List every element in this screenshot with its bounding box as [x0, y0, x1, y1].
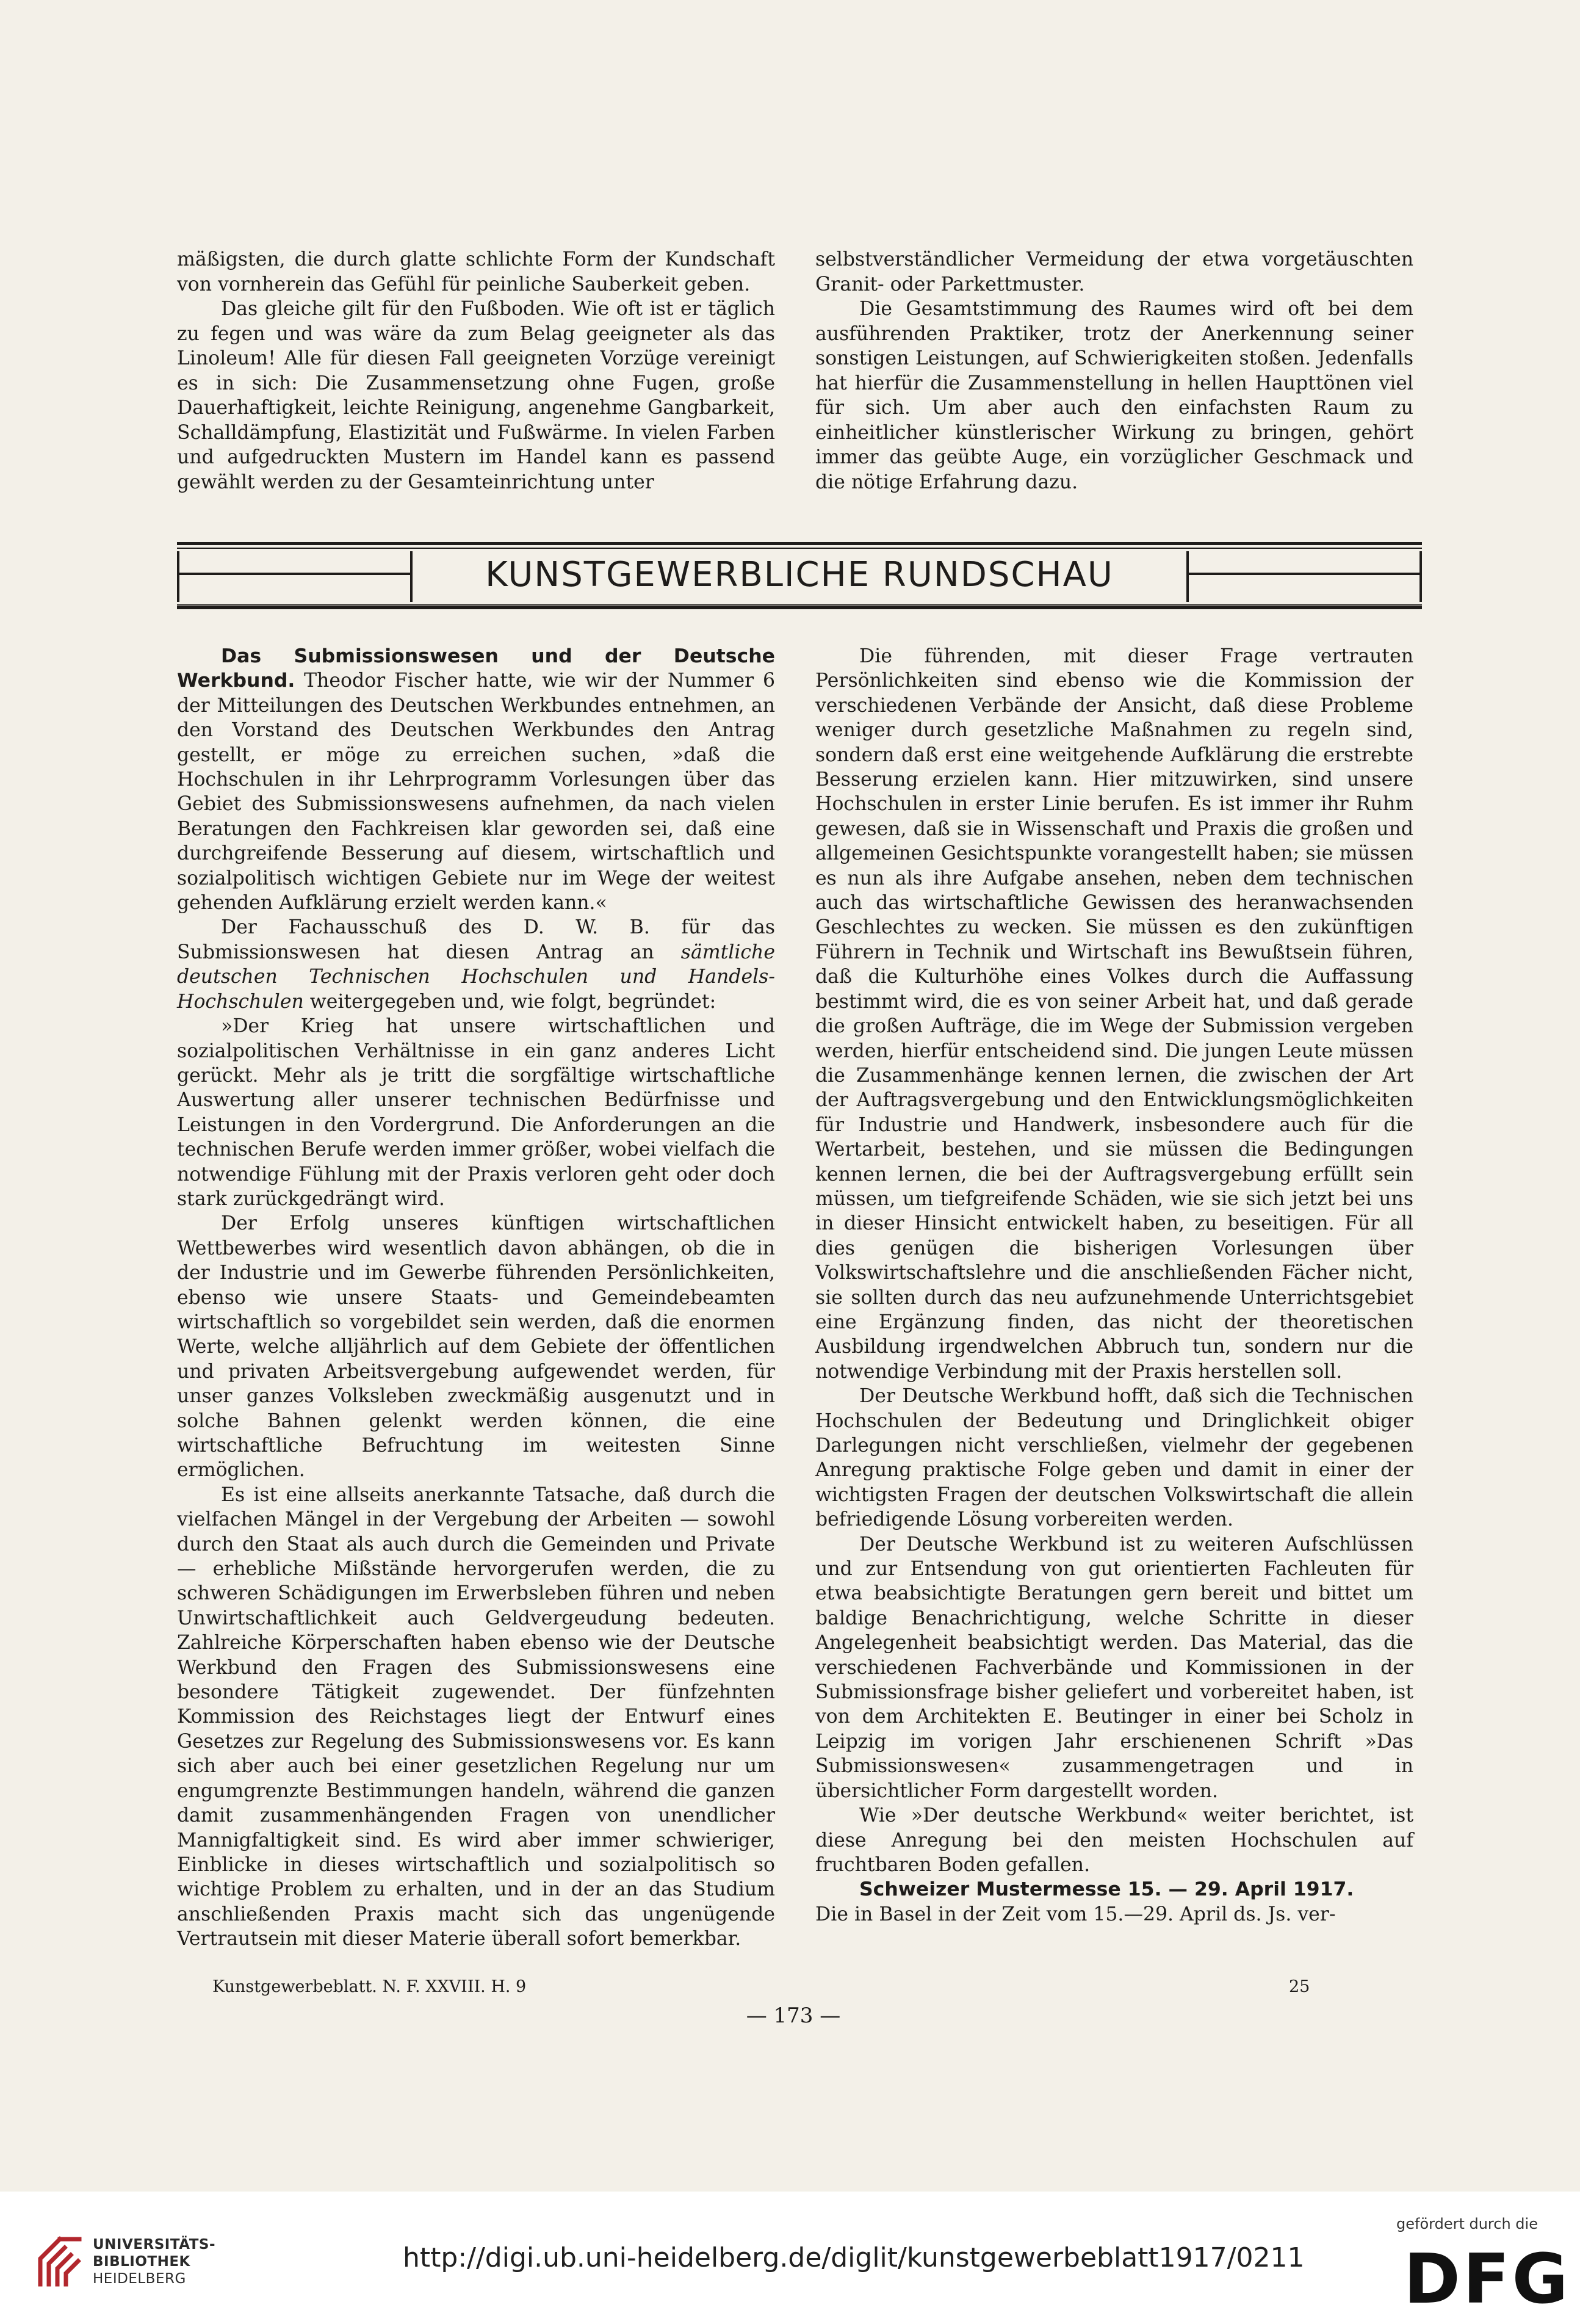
divider — [177, 548, 1422, 549]
paragraph: Es ist eine allseits anerkannte Tatsache, daß durch die vielfachen Mängel in der Vergebung der Arbeiten — sowohl durch den Staat als auch durch die Gemeinden und Private — erhebliche Mißstände hervorgerufen werden, die zu schweren Schädigungen im Erwerbsleben führen und neben Unwirtschaftlichkeit auch Geldvergeudung bedeuten. Zahlreiche Körperschaften haben ebenso wie der Deutsche Werkbund den Fragen des Submissionswesens eine besondere Tätigkeit zugewendet. Der fünfzehnten Kommission des Reichstages liegt der Entwurf eines Gesetzes zur Regelung des Submissionswesens vor. Es kann sich aber auch bei einer gesetzlichen Regelung nur um engumgrenzte Bestimmungen handeln, während die ganzen damit zusammenhängenden Fragen von unendlicher Mannigfaltigkeit sind. Es wird aber immer schwieriger, Einblicke in dieses wirtschaftlich und sozialpolitisch so wichtige Problem zu erhalten, und in der an das Studium anschließenden Praxis macht sich das ungenügende Vertrautsein mit dieser Materie überall sofort bemerkbar. — [177, 1483, 775, 1950]
sheet-number: 25 — [1289, 1977, 1310, 1996]
paragraph: Das Submissionswesen und der Deutsche Werkbund. Theodor Fischer hatte, wie wir der Nummer 6 der Mitteilungen des Deutschen Werkbundes entnehmen, an den Vorstand des Deutschen Werkbundes den Antrag gestellt, er möge zu erreichen suchen, »daß die Hochschulen in ihr Lehrprogramm Vorlesungen über das Gebiet des Submissionswesens aufnehmen, da nach vielen Beratungen den Fachkreisen klar geworden sei, daß eine durchgreifende Besserung auf diesem, wirtschaftlich und sozialpolitisch wichtigen Gebiete nur im Wege der weitest gehenden Aufklärung erzielt werden kann.« — [177, 645, 775, 914]
divider — [410, 551, 413, 602]
divider — [177, 606, 1422, 609]
permalink-url[interactable]: http://digi.ub.uni-heidelberg.de/diglit/kunstgewerbeblatt1917/0211 — [403, 2242, 1305, 2273]
paragraph: mäßigsten, die durch glatte schlichte Form der Kundschaft von vornherein das Gefühl für peinliche Sauberkeit geben. — [177, 248, 775, 295]
journal-reference: Kunstgewerbeblatt. N. F. XXVIII. H. 9 — [212, 1977, 527, 1996]
paragraph: Wie »Der deutsche Werkbund« weiter berichtet, ist diese Anregung bei den meisten Hochschulen auf fruchtbaren Boden gefallen. — [815, 1805, 1413, 1876]
divider — [1186, 551, 1189, 602]
page-number: — 173 — — [746, 2004, 841, 2028]
funding-note: gefördert durch die — [1396, 2215, 1538, 2232]
paragraph: »Der Krieg hat unsere wirtschaftlichen und sozialpolitischen Verhältnisse in ein ganz anderes Licht gerückt. Mehr als je tritt die sorgfältige wirtschaftliche Auswertung aller unserer technischen Bedürfnisse und Leistungen in den Vordergrund. Die Anforderungen an die technischen Berufe werden immer größer, wobei vielfach die notwendige Fühlung mit der Praxis verloren geht oder doch stark zurückgedrängt wird. — [177, 1015, 775, 1210]
divider — [179, 573, 410, 575]
paragraph: Die führenden, mit dieser Frage vertrauten Persönlichkeiten sind ebenso wie die Kommission der verschiedenen Verbände der Ansicht, daß diese Probleme weniger durch gesetzliche Maßnahmen zu regeln sind, sondern daß erst eine weitgehende Aufklärung die erstrebte Besserung erzielen kann. Hier mitzuwirken, sind unsere Hochschulen in erster Linie berufen. Es ist immer ihr Ruhm gewesen, daß sie in Wissenschaft und Praxis die großen und allgemeinen Gesichtspunkte vorangestellt haben; sie müssen es nun als ihre Aufgabe ansehen, neben dem technischen auch das wirtschaftliche Gewissen des heranwachsenden Geschlechtes zu wecken. Sie müssen es den zukünftigen Führern in Technik und Wirtschaft ins Bewußtsein führen, daß die Kulturhöhe eines Volkes durch die Auffassung bestimmt wird, die es von seiner Arbeit hat, und daß gerade die großen Aufträge, die im Wege der Submission vergeben werden, hierfür entscheidend sind. Die jungen Leute müssen die Zusammenhänge kennen lernen, die zwischen der Art der Auftragsvergebung und den Entwicklungsmöglichkeiten für Industrie und Handwerk, insbesondere auch für die Wertarbeit, bestehen, und sie müssen die Bedingungen kennen lernen, die bei der Auftragsvergebung erfüllt sein müssen, um tiefgreifende Schäden, wie sie sich jetzt bei uns in dieser Hinsicht entwickelt haben, zu beseitigen. Für all dies genügen die bisherigen Vorlesungen über Volkswirtschaftslehre und die anschließenden Fächer nicht, sie sollten durch das neu aufzunehmende Unterrichtsgebiet eine Ergänzung finden, das nicht der theoretischen Ausbildung irgendwelchen Abbruch tun, sondern nur die notwendige Verbindung mit der Praxis herstellen soll. — [815, 645, 1413, 1383]
article-right-column — [815, 644, 1413, 1927]
paragraph: Das gleiche gilt für den Fußboden. Wie oft ist er täglich zu fegen und was wäre da zum Belag geeigneter als das Linoleum! Alle für diesen Fall geeigneten Vorzüge vereinigt es in sich: Die Zusammensetzung ohne Fugen, große Dauerhaftigkeit, leichte Reinigung, angenehme Gangbarkeit, Schalldämpfung, Elastizität und Fußwärme. In vielen Farben und aufgedruckten Mustern im Handel kann es passend gewählt werden zu der Gesamteinrichtung unter — [177, 298, 775, 493]
article-heading: Das Submissionswesen und der Deutsche Werkbund. — [177, 645, 775, 692]
university-library-logo-icon[interactable] — [35, 2228, 84, 2289]
divider — [1189, 573, 1419, 575]
divider — [177, 604, 1422, 606]
divider — [1419, 551, 1422, 602]
paragraph: Die in Basel in der Zeit vom 15.—29. April ds. Js. ver- — [815, 1903, 1336, 1925]
divider — [177, 542, 1422, 545]
divider — [177, 551, 179, 602]
paragraph: Der Deutsche Werkbund ist zu weiteren Aufschlüssen und zur Entsendung von gut orientierten Fachleuten für etwa beabsichtigte Beratungen gern bereit und bittet um baldige Benachrichtigung, welche Schritte in dieser Angelegenheit beabsichtigt werden. Das Material, das die verschiedenen Fachverbände und Kommissionen in der Submissionsfrage bisher geliefert und vorbereitet haben, ist von dem Architekten E. Beutinger in einer bei Scholz in Leipzig im vorigen Jahr erschienenen Schrift »Das Submissionswesen« zusammengetragen und in übersichtlicher Form dargestellt worden. — [815, 1533, 1413, 1802]
paragraph: selbstverständlicher Vermeidung der etwa vorgetäuschten Granit- oder Parkettmuster. — [815, 248, 1413, 295]
paragraph: Der Deutsche Werkbund hofft, daß sich die Technischen Hochschulen der Bedeutung und Dringlichkeit obiger Darlegungen nicht verschließen, vielmehr der gegebenen Anregung praktische Folge geben und damit in einer der wichtigsten Fragen der deutschen Volkswirtschaft die allein befriedigende Lösung vorbereiten werden. — [815, 1385, 1413, 1531]
dfg-logo[interactable]: DFG — [1404, 2240, 1571, 2319]
library-name[interactable]: UNIVERSITÄTS- BIBLIOTHEK HEIDELBERG — [93, 2237, 216, 2287]
article-left-column — [177, 644, 775, 1952]
top-left-column — [177, 247, 775, 494]
paragraph: Die Gesamtstimmung des Raumes wird oft bei dem ausführenden Praktiker, trotz der Anerkennung seiner sonstigen Leistungen, auf Schwierigkeiten stoßen. Jedenfalls hat hierfür die Zusammenstellung in hellen Haupttönen viel für sich. Um aber auch den einfachsten Raum zu einheitlicher künstlerischer Wirkung zu bringen, gehört immer das geübte Auge, ein vorzüglicher Geschmack und die nötige Erfahrung dazu. — [815, 298, 1413, 493]
top-right-column — [815, 247, 1413, 494]
section-title: KUNSTGEWERBLICHE RUNDSCHAU — [485, 555, 1114, 595]
paragraph: Der Erfolg unseres künftigen wirtschaftlichen Wettbewerbes wird wesentlich davon abhängen, ob die in der Industrie und im Gewerbe führenden Persönlichkeiten, ebenso wie unsere Staats- und Gemeindebeamten wirtschaftlich so vorgebildet sein werden, daß die enormen Werte, welche alljährlich auf dem Gebiete der öffentlichen und privaten Arbeitsvergebung aufgewendet werden, für unser ganzes Volksleben zweckmäßig ausgenutzt und in solche Bahnen gelenkt werden können, die eine wirtschaftliche Befruchtung im weitesten Sinne ermöglichen. — [177, 1212, 775, 1482]
paragraph: Der Fachausschuß des D. W. B. für das Submissionswesen hat diesen Antrag an sämtliche deutschen Technischen Hochschulen und Handels-Hochschulen weitergegeben und, wie folgt, begründet: — [177, 916, 775, 1013]
subheading: Schweizer Mustermesse 15. — 29. April 1917. — [859, 1878, 1354, 1901]
section-heading-banner — [177, 542, 1422, 609]
